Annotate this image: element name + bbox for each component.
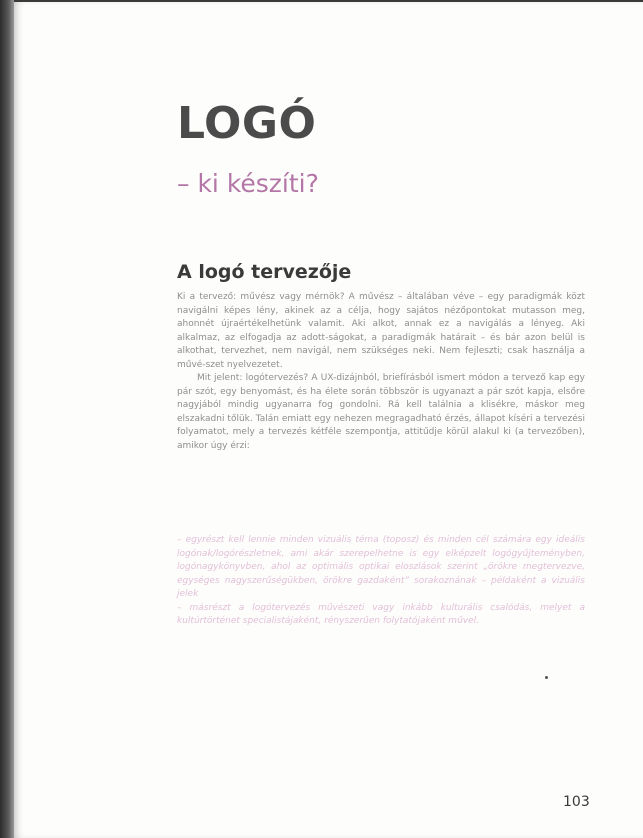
section-heading: A logó tervezője	[177, 261, 352, 283]
page-title: LOGÓ	[177, 98, 317, 149]
quote-paragraph: – másrészt a logótervezés művészeti vagy inkább kulturális csalódás, melyet a kultúrtörténet specialistájaként, rényszerűen folytatójaként művel.	[177, 602, 585, 626]
quote-paragraph: – egyrészt kell lennie minden vizuális téma (toposz) és minden cél számára egy ideális logónak/logórészletnek, ami akár szerepelhetne is egy elképzelt logógyűjteményben, logónagykönyvben, ahol az optimális optikai eloszlások szerint „örökre megtervezve, egységes nagyszerűségükben, örökre gazdaként” sorakoznának – példaként a vizuális jelek	[177, 535, 585, 599]
page-subtitle: – ki készíti?	[177, 169, 319, 198]
ink-dot	[545, 676, 548, 679]
body-text	[177, 291, 585, 453]
body-paragraph: Mit jelent: logótervezés? A UX-dizájnból, briefírásból ismert módon a tervező kap egy pár szót, egy benyomást, és ha élete során többször is ugyanazt a pár szót kapja, elsőre nagyjából mindig ugyanarra fog gondolni. Rá kell találnia a klisékre, máskor meg elszakadni tőlük. Talán emiatt egy nehezen megragadható érzés, állapot kíséri a tervezési folyamatot, mely a tervezés kétféle szempontja, attitűdje körül alakul ki (a tervezőben), amikor úgy érzi:	[177, 373, 585, 451]
page-number: 103	[563, 794, 590, 810]
book-gutter	[0, 0, 14, 838]
quote-block	[177, 534, 585, 629]
body-paragraph: Ki a tervező: művész vagy mérnök? A művész – általában véve – egy paradigmák közt navigálni képes lény, akinek az a célja, hogy sajátos nézőpontokat mutasson meg, ahonnét újraértékelhetünk valamit. Aki alkot, annak ez a navigálás a lényeg. Aki alkalmaz, az elfogadja az adott-ságokat, a paradigmák határait – és bár azon belül is alkothat, tervezhet, nem navigál, nem szükséges neki. Nem fejleszti; csak használja a művé-szet nyelvezetet.	[177, 292, 585, 370]
book-page	[14, 2, 643, 838]
